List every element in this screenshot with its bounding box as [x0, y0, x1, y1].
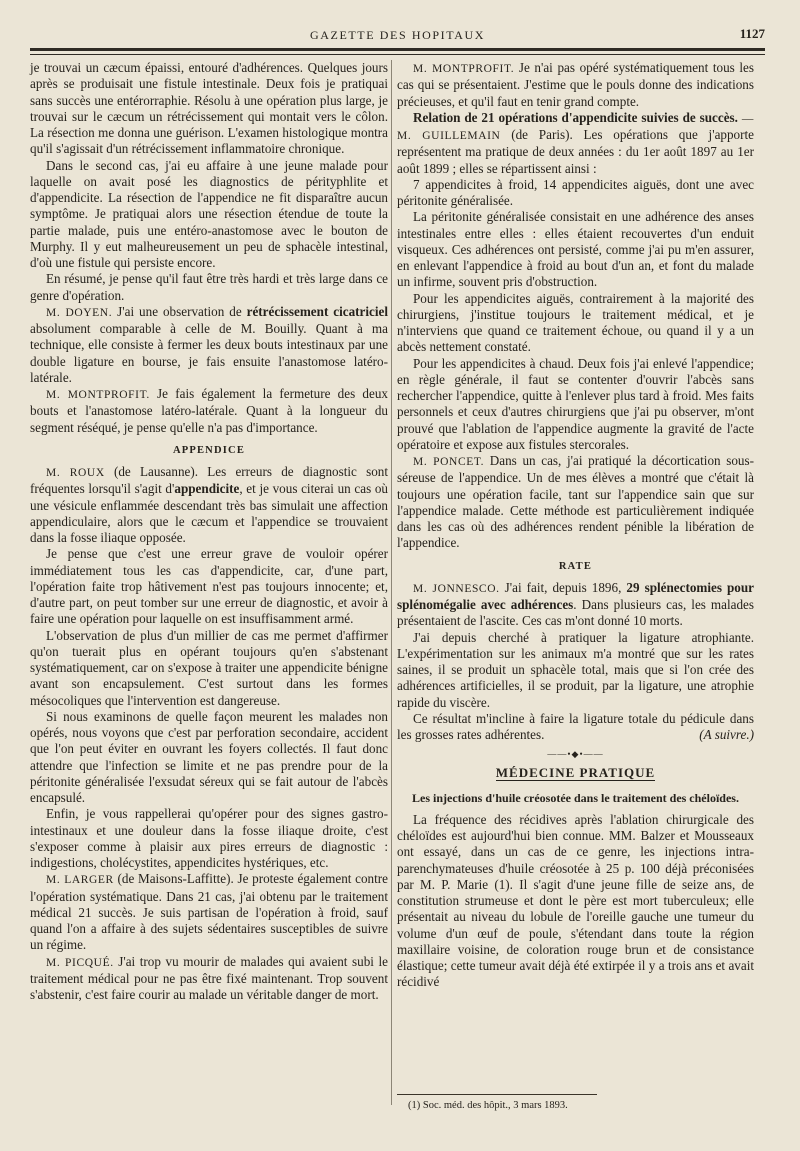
paragraph-with-continuation: Ce résultat m'incline à faire la ligature totale du pédicule dans les grosses rates adhérentes. (A suivre.) [397, 710, 754, 742]
right-column [397, 60, 754, 991]
speaker-name: M. PICQUÉ. [46, 956, 114, 969]
paragraph: Je pense que c'est une erreur grave de vouloir opérer immédiatement tous les cas d'appendicite, car, d'une part, l'opération faite trop hâtivement n'est pas toujours innocente; et, d'autre part, on peut tomber sur une erreur de diagnostic, et avoir à faire une opération pour laquelle on est insuffisamment armé. [30, 546, 388, 627]
speaker-paragraph-guillemain: Relation de 21 opérations d'appendicite suivies de succès. — M. GUILLEMAIN (de Paris). Les opérations que j'apporte représentent ma pratique de deux années : du 1er août 1897 au 1er août 1899 ; elles se répartissent ainsi : [397, 109, 754, 176]
speaker-name: — M. GUILLEMAIN [397, 112, 754, 142]
speaker-name: M. MONTPROFIT. [46, 389, 150, 401]
page-header [30, 22, 765, 42]
paragraph: L'observation de plus d'un millier de cas me permet d'affirmer qu'on tuerait plus en opérant toujours qu'en s'abstenant systématiquement, car on s'expose à traiter une appendicite bénigne avant son encapsulement. C'est surtout dans les formes mésocoliques que l'intervention est dangereuse. [30, 627, 388, 708]
section-heading-rate: RATE [558, 560, 593, 572]
speaker-name: M. LARGER [46, 874, 114, 887]
paragraph: La péritonite généralisée consistait en une adhérence des anses intestinales entre elles : elles étaient recouvertes d'un enduit visqueux. Ces adhérences ont persisté, comme j'ai pu m'en assurer, en enlevant l'appendice à froid au bout d'un an, et font du malade un infirme, souvent pris d'obstruction. [397, 209, 754, 290]
key-term: rétrécissement cicatriciel [246, 303, 388, 319]
speaker-name: M. DOYEN. [46, 306, 113, 319]
paragraph: La fréquence des récidives après l'ablation chirurgicale des chéloïdes est aujourd'hui bien connue. MM. Balzer et Mousseaux ont essayé, dans un cas de ce genre, les injections intra-parenchymateuses d'huile créosotée à 25 p. 100 déjà préconisées par M. P. Marie (1). Il s'agit d'une jeune fille de seize ans, de constitution strumeuse et dont le père est mort tuberculeux; elle présentait au niveau du lobule de l'oreille gauche une tumeur du volume d'un œuf de poule, s'étendant dans toute la région maxillaire voisine, de coloration rouge brun et de consistance élastique; cette tumeur avait déjà été extirpée il y a trois ans et avait récidivé [397, 811, 754, 990]
speaker-paragraph-montprofit: M. MONTPROFIT. Je fais également la fermeture des deux bouts et l'anastomose latéro-latérale. Quant à la longueur du segment réséqué, je pense qu'elle n'a pas d'importance. [30, 386, 388, 435]
section-heading-appendice: APPENDICE [172, 444, 246, 456]
speaker-name: M. JONNESCO. [413, 582, 500, 595]
paragraph: J'ai depuis cherché à pratiquer la ligature atrophiante. L'expérimentation sur les animaux m'a montré que sur les rates saines, il se produit un sphacèle total, mais que si l'on crée des adhérences artificielles, il se produit, par la ligature, une atrophie rapide du viscère. [397, 629, 754, 710]
speaker-paragraph-doyen: M. DOYEN. J'ai une observation de rétrécissement cicatriciel absolument comparable à celle de M. Bouilly. Quant à ma technique, elle consiste à fermer les deux bouts intestinaux par une double ligature en bourse, je fais ensuite l'anastomose latéro-latérale. [30, 303, 388, 385]
left-column [30, 60, 388, 1003]
journal-title: GAZETTE DES HOPITAUX [309, 28, 486, 42]
speaker-paragraph-jonnesco: M. JONNESCO. J'ai fait, depuis 1896, 29 splénectomies pour splénomégalie avec adhérences. Dans plusieurs cas, les malades présentaient de l'ascite. Ces cas m'ont donné 10 morts. [397, 579, 755, 629]
header-rule-thin [30, 54, 765, 55]
footnote-rule [397, 1094, 597, 1095]
paragraph: Si nous examinons de quelle façon meurent les malades non opérés, nous voyons que c'est par perforation secondaire, accident que l'on peut éviter en ouvrant les foyers collectés. Il faut donc attendre que l'infection se limite et ne pas prendre pour de la péritonite généralisée l'exsudat séreux qui se fait autour de l'abcès encapsulé. [30, 708, 388, 805]
column-divider [391, 60, 392, 1105]
header-rule [30, 48, 765, 51]
paragraph: En résumé, je pense qu'il faut être très hardi et très large dans ce genre d'opération. [30, 271, 388, 303]
speaker-name: M. PONCET. [413, 456, 485, 468]
paragraph: Enfin, je vous rappellerai qu'opérer pour des signes gastro-intestinaux et une douleur dans la fosse iliaque droite, c'est s'exposer comme à plaisir aux pires erreurs de diagnostic : indigestions, cholécystites, appendicites hystériques, etc. [30, 806, 388, 870]
article-title: Les injections d'huile créosotée dans le traitement des chéloïdes. [412, 790, 739, 805]
paragraph: Pour les appendicites aiguës, contrairement à la majorité des chirurgiens, j'institue toujours le traitement médical, et je n'interviens que quand ce traitement échoue, ou quand il y a un abcès nettement constaté. [397, 290, 754, 355]
ornamental-separator: ——•◆•—— [547, 749, 604, 760]
paragraph: Pour les appendicites à chaud. Deux fois j'ai enlevé l'appendice; en règle générale, il faut se contenter d'ouvrir l'abcès sans rechercher l'appendice, quitte à l'enlever plus tard à froid. Mes faits personnels et ceux d'autres chirurgiens que j'ai pu observer, m'ont prouvé que l'ablation de l'appendice augmente la gravité de l'acte opératoire et expose aux fistules stercorales. [397, 355, 754, 452]
speaker-paragraph-montprofit: M. MONTPROFIT. Je n'ai pas opéré systématiquement tous les cas qui se présentaient. J'estime que le pouls donne des indications précieuses, et qu'il faut en tenir grand compte. [397, 60, 754, 109]
paragraph: je trouvai un cæcum épaissi, entouré d'adhérences. Quelques jours après se produisait une fistule intestinale. Deux fois je pratiquai sans succès une entérorraphie. Résolu à une opération plus large, je trouvai sur le cæcum un rétrécissement qui montait vers le côlon. La résection me donna une guérison. L'examen histologique montra qu'il s'agissait d'un rétrécissement inflammatoire chronique. [30, 60, 388, 157]
speaker-paragraph-larger: M. LARGER (de Maisons-Laffitte). Je proteste également contre l'opération systématique. Dans 21 cas, j'ai obtenu par le traitement médical 21 succès. Je suis partisan de l'opération à froid, sauf quand l'on a affaire à des sujets sédentaires susceptibles de suivre un régime. [30, 871, 388, 953]
speaker-paragraph-picque: M. PICQUÉ. J'ai trop vu mourir de malades qui avaient subi le traitement médical pour ne pas être fixé maintenant. Trop souvent s'abstenir, c'est faire courir au malade un véritable danger de mort. [30, 953, 388, 1002]
speaker-paragraph-poncet: M. PONCET. Dans un cas, j'ai pratiqué la décortication sous-séreuse de l'appendice. Un de mes élèves a montré que c'était là toujours une opération facile, tant sur l'appendice sain que sur l'appendice malade. Cette méthode est particulièrement indiquée dans les cas où des adhérences rendent pénible la libération de l'appendice. [397, 453, 754, 551]
speaker-paragraph-roux: M. ROUX (de Lausanne). Les erreurs de diagnostic sont fréquentes lorsqu'il s'agit d'appendicite, et je vous citerai un cas où une vésicule enflammée descendant très bas simulait une affection appendiculaire, alors que le cæcum et l'appendice se trouvaient dans la fosse iliaque opposée. [30, 464, 389, 545]
paragraph: Dans le second cas, j'ai eu affaire à une jeune malade pour laquelle on avait posé les diagnostics de pérityphlite et d'appendicite. La résection de l'appendice ne fit disparaître aucun symptôme. Je pratiquai alors une résection étendue de toute la partie malade, puis une entéro-anastomose avec le bouton de Murphy. Il y eut malheureusement un peu de sphacèle intestinal, d'où une fistule qui persiste encore. [30, 157, 388, 270]
to-be-continued: (A suivre.) [699, 727, 754, 742]
footnote: (1) Soc. méd. des hôpit., 3 mars 1893. [408, 1100, 568, 1111]
communication-title: Relation de 21 opérations d'appendicite suivies de succès. [413, 109, 738, 125]
section-heading-medecine-pratique: MÉDECINE PRATIQUE [495, 764, 656, 780]
page-number: 1127 [739, 26, 765, 41]
paragraph: 7 appendicites à froid, 14 appendicites aiguës, dont une avec péritonite généralisée. [397, 176, 754, 208]
key-term: 29 splénectomies pour splénomégalie avec adhérences [397, 579, 755, 612]
key-term: appendicite [174, 481, 240, 497]
speaker-name: M. MONTPROFIT. [413, 63, 515, 75]
speaker-name: M. ROUX [46, 467, 105, 479]
